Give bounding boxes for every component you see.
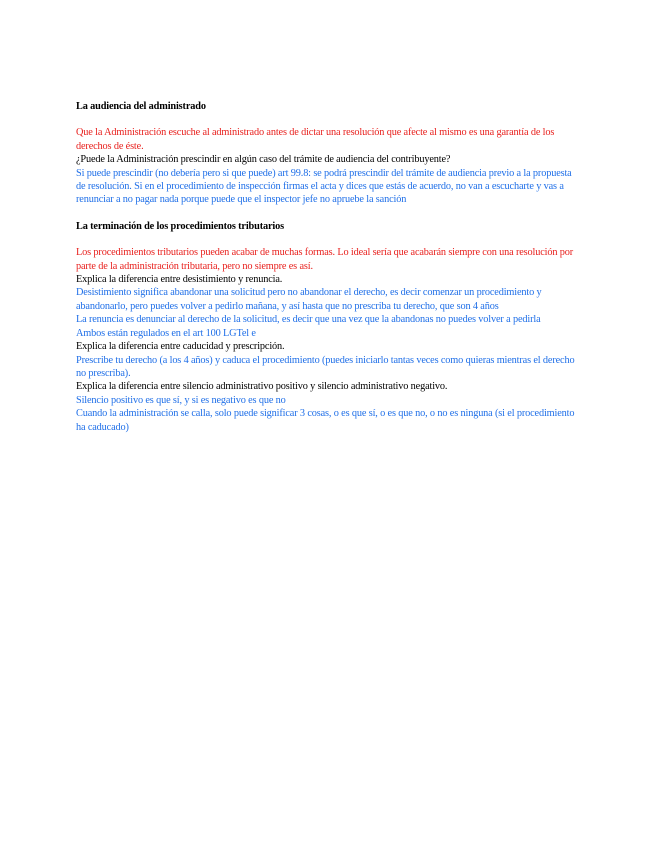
section-audiencia	[76, 100, 581, 207]
statement-paragraph: Los procedimientos tributarios pueden acabar de muchas formas. Lo ideal sería que acabarán siempre con una resolución por parte de la administración tributaria, pero no siempre es así.	[76, 247, 574, 272]
answer-paragraph: Prescribe tu derecho (a los 4 años) y caduca el procedimiento (puedes iniciarlo tantas veces como quieras mientras el derecho no prescriba).	[76, 354, 575, 379]
answer-paragraph: La renuncia es denunciar al derecho de la solicitud, es decir que una vez que la abandonas no puedes volver a pedirla	[76, 314, 541, 326]
answer-paragraph: Cuando la administración se calla, solo puede significar 3 cosas, o es que sí, o es que no, o no es ninguna (si el procedimiento ha caducado)	[76, 408, 575, 433]
question-paragraph: Explica la diferencia entre caducidad y prescripción.	[76, 341, 285, 353]
question-paragraph: ¿Puede la Administración prescindir en algún caso del trámite de audiencia del contribuyente?	[76, 154, 451, 166]
answer-paragraph: Ambos están regulados en el art 100 LGTel e	[76, 327, 256, 339]
section-heading: La terminación de los procedimientos tributarios	[76, 220, 284, 232]
answer-paragraph: Si puede prescindir (no debería pero si que puede) art 99.8: se podrá prescindir del trámite de audiencia previo a la propuesta de resolución. Si en el procedimiento de inspección firmas el acta y dices que estás de acuerdo, no van a escucharte y vas a renunciar a no pagar nada porque puede que el inspector jefe no apruebe la sanción	[76, 167, 572, 206]
document-page	[76, 100, 581, 434]
section-heading: La audiencia del administrado	[76, 101, 206, 112]
question-paragraph: Explica la diferencia entre silencio administrativo positivo y silencio administrativo negativo.	[76, 381, 448, 393]
statement-paragraph: Que la Administración escuche al administrado antes de dictar una resolución que afecte al mismo es una garantía de los derechos de éste.	[76, 127, 555, 152]
answer-paragraph: Desistimiento significa abandonar una solicitud pero no abandonar el derecho, es decir comenzar un procedimiento y abandonarlo, pero puedes volver a pedirlo mañana, y así hasta que no prescriba tu derecho, que son 4 años	[76, 287, 542, 312]
question-paragraph: Explica la diferencia entre desistimiento y renuncia.	[76, 274, 283, 286]
section-terminacion	[76, 220, 581, 434]
answer-paragraph: Silencio positivo es que sí, y si es negativo es que no	[76, 394, 286, 406]
